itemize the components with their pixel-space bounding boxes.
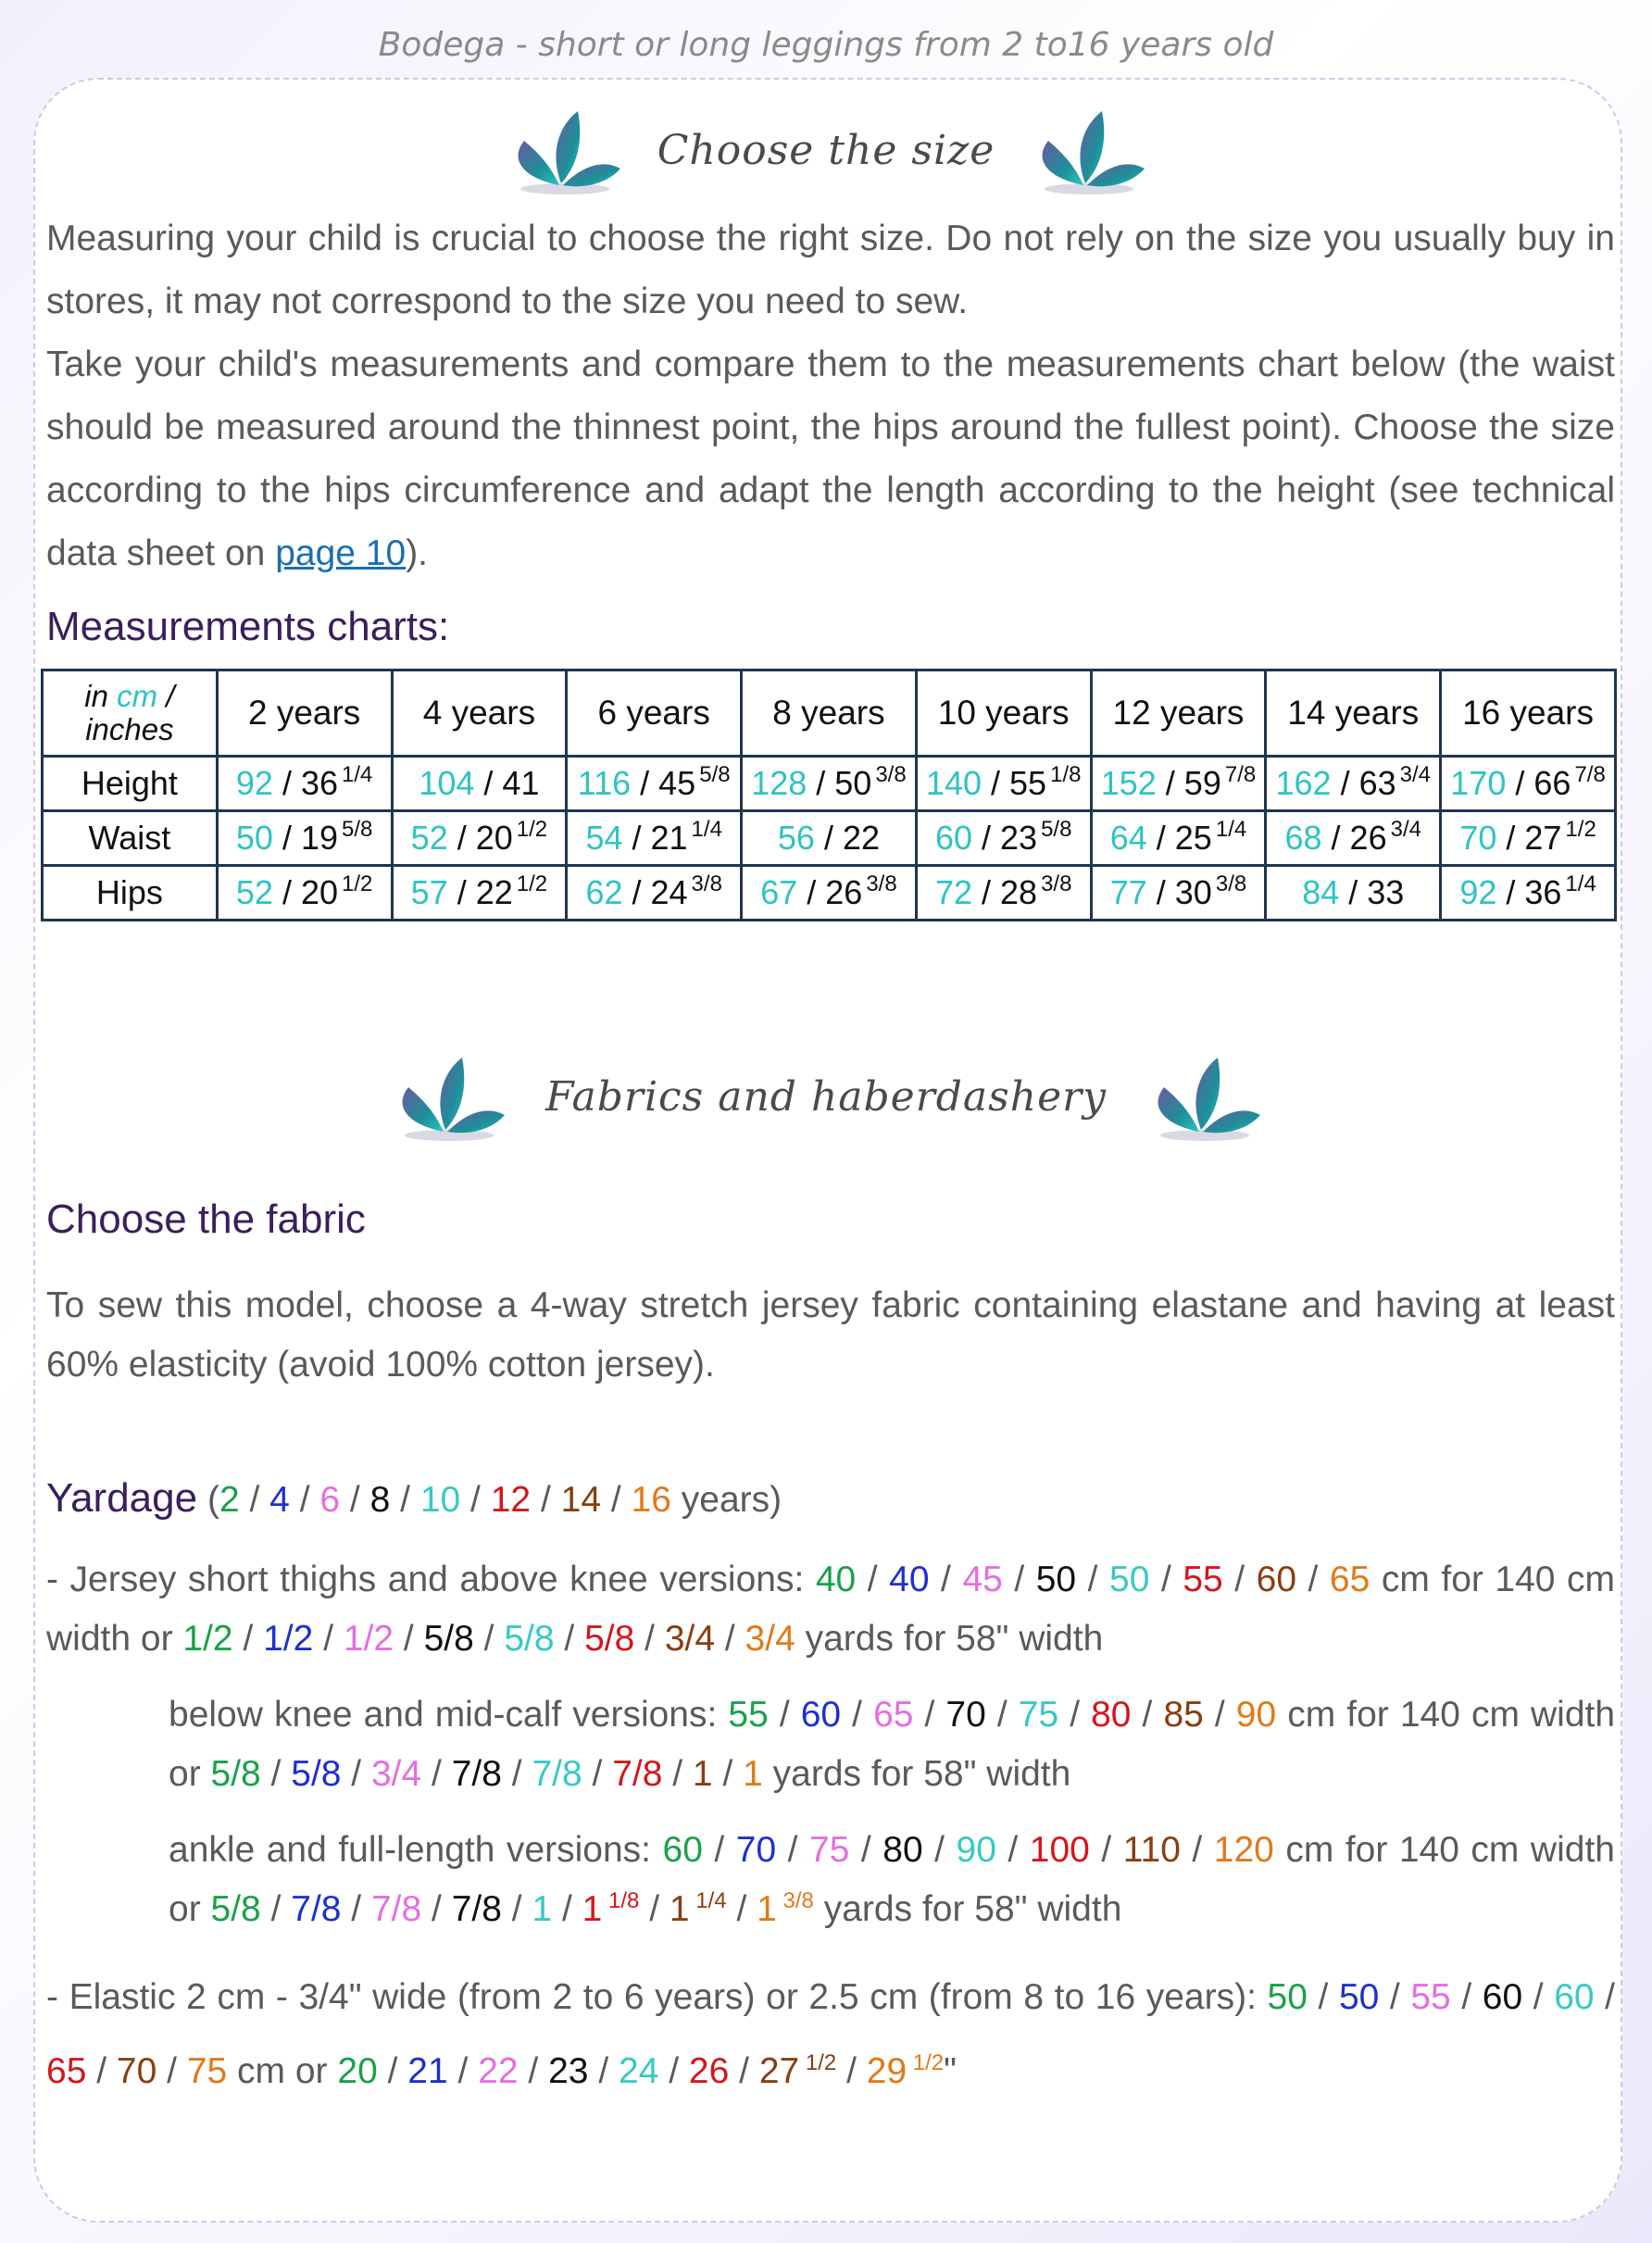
value: 3/4 xyxy=(664,1619,716,1659)
line-prefix: - Jersey short thighs and above knee versions: xyxy=(46,1560,816,1599)
separator: / xyxy=(421,1889,452,1929)
yardage-heading: Yardage xyxy=(46,1475,198,1521)
table-cell xyxy=(567,866,742,921)
value: 65 xyxy=(1329,1560,1370,1599)
column-header: 12 years xyxy=(1091,670,1266,757)
value: 50 xyxy=(1035,1560,1077,1599)
separator: / xyxy=(836,2051,867,2091)
inch-value: / 19 xyxy=(272,819,339,857)
value: 60 xyxy=(1256,1560,1297,1599)
value: 75 xyxy=(1018,1695,1059,1735)
separator: / xyxy=(421,1754,452,1794)
value: 55 xyxy=(1183,1560,1223,1599)
row-label: Hips xyxy=(43,866,218,921)
table-cell xyxy=(1266,866,1441,921)
fraction: 3/8 xyxy=(776,1888,814,1913)
cm-value: 140 xyxy=(925,764,982,802)
value: 60 xyxy=(1482,1977,1523,2017)
inch-fraction: 3/4 xyxy=(1399,762,1431,787)
value: 40 xyxy=(815,1560,857,1599)
column-header: 2 years xyxy=(217,670,392,757)
separator: / xyxy=(1307,1977,1339,2017)
inch-fraction: 3/8 xyxy=(875,762,907,787)
inch-value: / 28 xyxy=(972,873,1038,911)
table-cell xyxy=(217,811,392,866)
cm-value: 54 xyxy=(585,819,623,857)
value: 6 xyxy=(319,1480,341,1520)
inch-value: / 23 xyxy=(972,819,1038,857)
separator: / xyxy=(1203,1695,1236,1735)
value: 85 xyxy=(1163,1695,1204,1735)
separator: / xyxy=(460,1480,491,1520)
inch-fraction: 7/8 xyxy=(1574,762,1606,787)
separator: / xyxy=(1522,1977,1555,2017)
table-cell xyxy=(916,757,1091,811)
separator: / xyxy=(776,1830,810,1870)
separator: / xyxy=(856,1560,890,1599)
table-cell xyxy=(392,866,567,921)
value: 1/2 xyxy=(263,1619,314,1659)
separator: / xyxy=(1089,1830,1123,1870)
value: 100 xyxy=(1029,1830,1090,1870)
yardage-heading-line xyxy=(46,1469,1615,1530)
inch-fraction: 7/8 xyxy=(1224,762,1257,787)
column-header: 14 years xyxy=(1266,670,1441,757)
separator: / xyxy=(715,1619,745,1659)
separator: ( xyxy=(206,1480,219,1520)
intro-paragraph-1: Measuring your child is crucial to choose the right size. Do not rely on the size you usually buy in stores, it may not correspond to the size you need to sew. xyxy=(46,219,1615,321)
cm-value: 70 xyxy=(1459,819,1497,857)
value: 27 xyxy=(758,2051,800,2091)
separator: / xyxy=(239,1480,270,1520)
value: 60 xyxy=(662,1830,703,1870)
table-row xyxy=(43,866,1616,921)
inch-fraction: 3/8 xyxy=(1041,871,1072,896)
leaf-ornament-icon xyxy=(504,104,624,196)
inch-value: / 24 xyxy=(622,873,688,911)
separator: / xyxy=(768,1695,801,1735)
separator: / xyxy=(1222,1560,1257,1599)
line-mid: cm for 140 cm width or xyxy=(46,1560,1615,1659)
value: 65 xyxy=(873,1695,914,1735)
table-cell xyxy=(742,866,917,921)
column-header: 10 years xyxy=(916,670,1091,757)
separator: / xyxy=(849,1830,883,1870)
separator: / xyxy=(985,1695,1019,1735)
separator: / xyxy=(289,1480,320,1520)
separator: / xyxy=(1379,1977,1411,2017)
table-cell xyxy=(1266,811,1441,866)
inch-value: / 25 xyxy=(1146,819,1212,857)
cm-value: 68 xyxy=(1284,819,1322,857)
value: 1 xyxy=(582,1889,603,1929)
separator: / xyxy=(712,1754,744,1794)
inch-fraction: 1/4 xyxy=(691,817,722,842)
value: 16 xyxy=(631,1480,671,1520)
inch-value: / 22 xyxy=(814,819,880,857)
value: 40 xyxy=(889,1560,930,1599)
value: 7/8 xyxy=(370,1889,422,1929)
separator: / xyxy=(86,2051,117,2091)
table-cell xyxy=(916,811,1091,866)
row-label: Waist xyxy=(43,811,218,866)
separator: / xyxy=(913,1695,946,1735)
line-suffix: " xyxy=(944,2051,957,2091)
fraction: 1/4 xyxy=(689,1888,727,1913)
inch-fraction: 1/2 xyxy=(516,871,548,896)
value: 5/8 xyxy=(210,1754,261,1794)
separator: / xyxy=(1076,1560,1110,1599)
separator: / xyxy=(1149,1560,1183,1599)
value: 1 xyxy=(692,1754,713,1794)
separator: / xyxy=(340,1480,370,1520)
inch-value: / 59 xyxy=(1156,764,1221,802)
inch-value: / 30 xyxy=(1146,873,1212,911)
fabric-text: To sew this model, choose a 4-way stretch jersey fabric containing elastane and having at least 60% elasticity (avoid 100% cotton jersey). xyxy=(46,1285,1615,1385)
table-cell xyxy=(742,811,917,866)
unit-label: in xyxy=(84,679,118,713)
separator: / xyxy=(658,2051,689,2091)
value: 45 xyxy=(962,1560,1003,1599)
intro-paragraph-2 xyxy=(46,333,1615,585)
cm-value: 84 xyxy=(1302,873,1340,911)
value: 1 xyxy=(532,1889,553,1929)
separator: / xyxy=(1131,1695,1164,1735)
value: 70 xyxy=(735,1830,777,1870)
line-mid: cm or xyxy=(227,2051,338,2091)
value: 80 xyxy=(1091,1695,1132,1735)
intro-text-part: ). xyxy=(406,533,429,573)
cm-value: 152 xyxy=(1100,764,1157,802)
separator: / xyxy=(377,2051,408,2091)
cm-value: 64 xyxy=(1109,819,1147,857)
value: 90 xyxy=(1235,1695,1277,1735)
line-suffix: yards for 58" width xyxy=(762,1754,1071,1794)
value: 7/8 xyxy=(451,1889,502,1929)
separator: / xyxy=(156,2051,187,2091)
table-cell xyxy=(392,811,567,866)
value: 4 xyxy=(269,1480,290,1520)
value: 2 xyxy=(219,1480,240,1520)
value: 70 xyxy=(116,2051,157,2091)
value: 29 xyxy=(866,2051,907,2091)
cm-value: 77 xyxy=(1109,873,1147,911)
table-row xyxy=(43,811,1616,866)
separator: / xyxy=(1058,1695,1092,1735)
separator: / xyxy=(639,1889,670,1929)
section-title-size: Choose the size xyxy=(657,126,995,174)
cm-value: 92 xyxy=(1459,873,1497,911)
table-cell xyxy=(392,757,567,811)
inch-fraction: 3/8 xyxy=(691,871,722,896)
value: 5/8 xyxy=(584,1619,635,1659)
value: 21 xyxy=(407,2051,448,2091)
chart-heading: Measurements charts: xyxy=(46,604,450,649)
inch-value: / 55 xyxy=(982,764,1047,802)
value: 50 xyxy=(1338,1977,1380,2017)
separator: / xyxy=(232,1619,264,1659)
inch-value: / 36 xyxy=(1496,873,1562,911)
value: 50 xyxy=(1109,1560,1150,1599)
inch-value: / 20 xyxy=(272,873,339,911)
cm-value: 170 xyxy=(1450,764,1507,802)
separator: / xyxy=(995,1830,1030,1870)
fraction: 1/2 xyxy=(907,2050,945,2075)
section-heading-fabrics xyxy=(0,1050,1652,1143)
unit-header-cell xyxy=(43,670,218,757)
cm-value: 62 xyxy=(585,873,623,911)
value: 23 xyxy=(548,2051,589,2091)
value: 22 xyxy=(478,2051,519,2091)
cm-value: 128 xyxy=(751,764,807,802)
inch-fraction: 3/8 xyxy=(1215,871,1247,896)
separator: / xyxy=(341,1889,371,1929)
cm-value: 56 xyxy=(777,819,815,857)
column-header: 16 years xyxy=(1441,670,1616,757)
leaf-ornament-icon xyxy=(388,1050,508,1143)
inch-value: / 36 xyxy=(272,764,339,802)
value: 1/2 xyxy=(182,1619,233,1659)
value: 1/2 xyxy=(343,1619,394,1659)
value: 20 xyxy=(337,2051,378,2091)
separator: / xyxy=(260,1754,292,1794)
inch-fraction: 5/8 xyxy=(342,817,373,842)
value: 7/8 xyxy=(612,1754,663,1794)
column-header: 4 years xyxy=(392,670,567,757)
separator: / xyxy=(518,2051,549,2091)
table-cell xyxy=(1441,757,1616,811)
separator: / xyxy=(552,1889,582,1929)
value: 65 xyxy=(46,2051,87,2091)
unit-label: inches xyxy=(85,712,174,746)
separator: / xyxy=(922,1830,957,1870)
separator: / xyxy=(1002,1560,1036,1599)
table-cell xyxy=(1091,811,1266,866)
inch-value: / 63 xyxy=(1331,764,1396,802)
fraction: 1/2 xyxy=(799,2050,837,2075)
separator: / xyxy=(634,1619,665,1659)
value: 5/8 xyxy=(210,1889,261,1929)
cm-value: 60 xyxy=(934,819,973,857)
table-cell xyxy=(1091,866,1266,921)
table-cell xyxy=(1266,757,1441,811)
inch-fraction: 1/4 xyxy=(342,762,373,787)
separator: / xyxy=(601,1480,632,1520)
separator: / xyxy=(554,1619,585,1659)
separator: / xyxy=(531,1480,561,1520)
table-cell xyxy=(916,866,1091,921)
table-cell xyxy=(1441,811,1616,866)
value: 55 xyxy=(728,1695,769,1735)
cm-value: 104 xyxy=(419,764,475,802)
value: 12 xyxy=(490,1480,532,1520)
separator: / xyxy=(702,1830,736,1870)
inch-fraction: 1/2 xyxy=(516,817,548,842)
separator: / xyxy=(341,1754,371,1794)
separator: / xyxy=(394,1619,424,1659)
separator: / xyxy=(841,1695,874,1735)
table-cell xyxy=(1091,757,1266,811)
section-title-fabrics: Fabrics and haberdashery xyxy=(544,1072,1108,1121)
separator: / xyxy=(473,1619,505,1659)
column-header: 8 years xyxy=(742,670,917,757)
separator: / xyxy=(582,1754,613,1794)
table-row xyxy=(43,757,1616,811)
value: 60 xyxy=(800,1695,842,1735)
inch-value: / 26 xyxy=(1321,819,1387,857)
inch-value: / 26 xyxy=(797,873,863,911)
yardage-ages xyxy=(207,1480,782,1520)
cm-value: 57 xyxy=(410,873,448,911)
inch-value: / 27 xyxy=(1496,819,1562,857)
line-suffix: yards for 58" width xyxy=(813,1889,1122,1929)
value: 14 xyxy=(560,1480,602,1520)
cm-value: 116 xyxy=(577,764,632,802)
inch-fraction: 1/2 xyxy=(1565,817,1596,842)
inch-value: / 22 xyxy=(447,873,513,911)
value: 120 xyxy=(1213,1830,1274,1870)
yardage-jersey-short xyxy=(46,1550,1615,1669)
value: 1 xyxy=(757,1889,777,1929)
separator: / xyxy=(260,1889,292,1929)
table-cell xyxy=(1441,866,1616,921)
separator: / xyxy=(726,1889,757,1929)
value: 1 xyxy=(743,1754,763,1794)
inch-fraction: 1/4 xyxy=(1215,817,1247,842)
inch-value: / 33 xyxy=(1339,873,1405,911)
cm-value: 67 xyxy=(760,873,798,911)
cm-value: 50 xyxy=(235,819,273,857)
inch-value: / 50 xyxy=(807,764,872,802)
fraction: 1/8 xyxy=(602,1888,640,1913)
yardage-section xyxy=(46,1469,1615,2113)
cm-value: 52 xyxy=(235,873,273,911)
value: 10 xyxy=(419,1480,461,1520)
intro-text xyxy=(46,207,1615,585)
separator: / xyxy=(1450,1977,1483,2017)
value: 5/8 xyxy=(291,1754,342,1794)
value: 1 xyxy=(669,1889,690,1929)
intro-text-part: Take your child's measurements and compare them to the measurements chart below (the waist should be measured around the thinnest point, the hips around the fullest point). Choose the size according to the hips circumference and adapt the length according to the height (see technical data sheet on xyxy=(46,345,1615,573)
value: 7/8 xyxy=(291,1889,342,1929)
yardage-jersey-knee xyxy=(46,1685,1615,1804)
inch-fraction: 3/4 xyxy=(1390,817,1421,842)
value: 90 xyxy=(956,1830,996,1870)
value: 7/8 xyxy=(532,1754,582,1794)
unit-label: cm xyxy=(117,679,158,713)
separator: / xyxy=(929,1560,963,1599)
inch-value: / 21 xyxy=(622,819,688,857)
value: 55 xyxy=(1410,1977,1451,2017)
line-suffix: yards for 58" width xyxy=(795,1619,1104,1659)
separator: / xyxy=(313,1619,344,1659)
value: 50 xyxy=(1267,1977,1308,2017)
separator: / xyxy=(390,1480,420,1520)
measurements-table xyxy=(41,669,1617,921)
separator: / xyxy=(1180,1830,1214,1870)
inch-fraction: 5/8 xyxy=(1041,817,1072,842)
separator: / xyxy=(588,2051,619,2091)
value: 5/8 xyxy=(504,1619,555,1659)
value: 110 xyxy=(1122,1830,1181,1870)
value: 70 xyxy=(945,1695,986,1735)
page-10-link[interactable]: page 10 xyxy=(275,533,407,573)
unit-label: / xyxy=(157,679,175,713)
inch-value: / 45 xyxy=(631,764,696,802)
value: 3/4 xyxy=(370,1754,422,1794)
cm-value: 72 xyxy=(934,873,973,911)
table-cell xyxy=(217,757,392,811)
value: 80 xyxy=(882,1830,923,1870)
line-mid: cm for 140 cm width or xyxy=(169,1830,1615,1929)
value: 26 xyxy=(688,2051,730,2091)
separator: / xyxy=(1594,1977,1616,2017)
separator: / xyxy=(662,1754,693,1794)
cm-value: 162 xyxy=(1275,764,1332,802)
yardage-jersey-ankle xyxy=(46,1821,1615,1944)
cm-value: 52 xyxy=(410,819,448,857)
inch-fraction: 1/4 xyxy=(1565,871,1596,896)
table-cell xyxy=(567,757,742,811)
value: 75 xyxy=(186,2051,228,2091)
leaf-ornament-icon xyxy=(1028,104,1148,196)
document-header: Bodega - short or long leggings from 2 to16 years old xyxy=(378,26,1274,64)
inch-fraction: 1/8 xyxy=(1050,762,1082,787)
value: 5/8 xyxy=(423,1619,474,1659)
inch-value: / 66 xyxy=(1506,764,1571,802)
table-cell xyxy=(217,866,392,921)
fabric-heading: Choose the fabric xyxy=(46,1197,366,1242)
inch-fraction: 3/8 xyxy=(866,871,897,896)
line-prefix: - Elastic 2 cm - 3/4" wide (from 2 to 6 years) or 2.5 cm (from 8 to 16 years): xyxy=(46,1977,1268,2017)
line-mid: cm for 140 cm width or xyxy=(169,1695,1616,1794)
separator: / xyxy=(501,1754,532,1794)
value: 75 xyxy=(809,1830,850,1870)
row-label: Height xyxy=(43,757,218,811)
yardage-elastic xyxy=(46,1961,1615,2113)
inch-fraction: 5/8 xyxy=(699,762,731,787)
separator: / xyxy=(501,1889,532,1929)
column-header: 6 years xyxy=(567,670,742,757)
separator: / xyxy=(729,2051,759,2091)
inch-value: / 41 xyxy=(474,764,540,802)
inch-fraction: 1/2 xyxy=(342,871,373,896)
value: 3/4 xyxy=(745,1619,795,1659)
inch-value: / 20 xyxy=(447,819,513,857)
table-header-row xyxy=(43,670,1616,757)
line-prefix: below knee and mid-calf versions: xyxy=(169,1695,729,1735)
value: 60 xyxy=(1554,1977,1595,2017)
line-prefix: ankle and full-length versions: xyxy=(169,1830,663,1870)
value: 24 xyxy=(619,2051,659,2091)
value: 7/8 xyxy=(451,1754,502,1794)
table-cell xyxy=(742,757,917,811)
section-heading-size xyxy=(0,104,1652,196)
value: 8 xyxy=(369,1480,391,1520)
separator: / xyxy=(447,2051,479,2091)
leaf-ornament-icon xyxy=(1144,1050,1264,1143)
ages-suffix: years) xyxy=(670,1480,782,1520)
table-cell xyxy=(567,811,742,866)
cm-value: 92 xyxy=(235,764,273,802)
separator: / xyxy=(1296,1560,1330,1599)
